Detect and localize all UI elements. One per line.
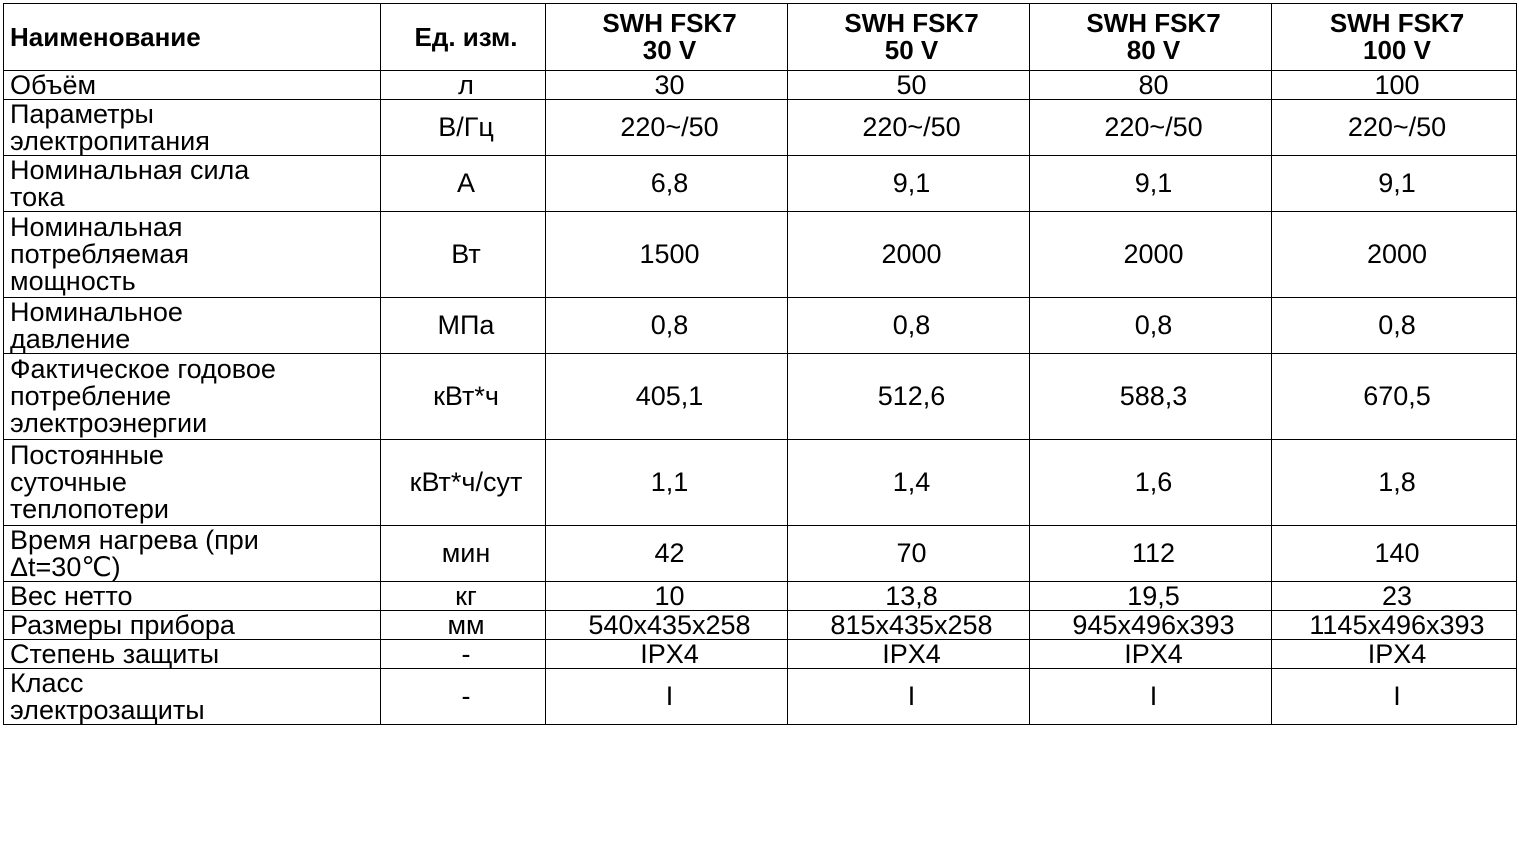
row-value-model-2: 0,8	[788, 298, 1030, 354]
row-value-model-2: 2000	[788, 212, 1030, 298]
row-value-model-3: 0,8	[1030, 298, 1272, 354]
row-value-model-4: 1,8	[1272, 440, 1517, 526]
row-unit: В/Гц	[381, 100, 546, 156]
row-value-model-4: IPX4	[1272, 640, 1517, 669]
row-value-model-4: 140	[1272, 526, 1517, 582]
row-name	[4, 526, 381, 582]
row-value-model-4: 2000	[1272, 212, 1517, 298]
row-name-line: Степень защиты	[10, 638, 220, 669]
header-model-4-series: SWH FSK7	[1329, 8, 1465, 38]
header-model-2-series: SWH FSK7	[844, 8, 979, 38]
table-row	[4, 354, 1517, 440]
header-model-4	[1272, 4, 1517, 71]
row-value-model-1: 540x435x258	[546, 611, 788, 640]
row-value-model-4: 1145x496x393	[1272, 611, 1517, 640]
row-name-line: Номинальное	[10, 296, 183, 327]
table-row	[4, 669, 1517, 725]
row-value-model-3: 945x496x393	[1030, 611, 1272, 640]
header-model-3	[1030, 4, 1272, 71]
row-name-line: мощность	[10, 266, 136, 296]
row-value-model-1: IPX4	[546, 640, 788, 669]
row-unit: Вт	[381, 212, 546, 298]
row-name	[4, 354, 381, 440]
spec-table	[3, 3, 1517, 725]
row-name	[4, 212, 381, 298]
row-value-model-4: 220~/50	[1272, 100, 1517, 156]
row-value-model-3: I	[1030, 669, 1272, 725]
row-name	[4, 156, 381, 212]
row-name	[4, 440, 381, 526]
row-value-model-1: 10	[546, 582, 788, 611]
row-name-line: электропитания	[10, 125, 210, 156]
row-value-model-3: 9,1	[1030, 156, 1272, 212]
row-name	[4, 100, 381, 156]
row-value-model-3: 19,5	[1030, 582, 1272, 611]
header-model-1	[546, 4, 788, 71]
table-row	[4, 582, 1517, 611]
row-unit: кВт*ч	[381, 354, 546, 440]
row-value-model-1: 42	[546, 526, 788, 582]
header-model-2	[788, 4, 1030, 71]
row-unit: кг	[381, 582, 546, 611]
row-name-line: Время нагрева (при	[10, 524, 259, 555]
row-value-model-2: 70	[788, 526, 1030, 582]
row-value-model-3: 112	[1030, 526, 1272, 582]
row-name-line: Номинальная	[10, 212, 183, 242]
row-value-model-3: 80	[1030, 71, 1272, 100]
header-model-1-variant: 30 V	[642, 35, 697, 65]
table-row	[4, 640, 1517, 669]
row-name	[4, 611, 381, 640]
row-name-line: Параметры	[10, 98, 154, 129]
row-unit: кВт*ч/сут	[381, 440, 546, 526]
row-value-model-4: 23	[1272, 582, 1517, 611]
row-unit: -	[381, 640, 546, 669]
row-value-model-3: 588,3	[1030, 354, 1272, 440]
table-row	[4, 526, 1517, 582]
row-value-model-2: 1,4	[788, 440, 1030, 526]
row-name-line: тока	[10, 181, 65, 212]
row-name-line: Размеры прибора	[10, 609, 235, 640]
row-name-line: Постоянные	[10, 440, 164, 470]
row-name-line: Δt=30℃)	[10, 551, 121, 582]
row-name-line: теплопотери	[10, 494, 169, 524]
header-model-3-series: SWH FSK7	[1086, 8, 1221, 38]
table-row	[4, 611, 1517, 640]
table-row	[4, 440, 1517, 526]
header-model-1-series: SWH FSK7	[602, 8, 737, 38]
row-value-model-3: 1,6	[1030, 440, 1272, 526]
header-model-2-variant: 50 V	[884, 35, 939, 65]
row-value-model-3: IPX4	[1030, 640, 1272, 669]
row-name-line: потребление	[10, 381, 172, 411]
row-value-model-4: 9,1	[1272, 156, 1517, 212]
row-value-model-4: 100	[1272, 71, 1517, 100]
row-value-model-3: 2000	[1030, 212, 1272, 298]
row-value-model-2: 9,1	[788, 156, 1030, 212]
header-model-3-variant: 80 V	[1126, 35, 1181, 65]
row-name-line: электрозащиты	[10, 694, 205, 725]
row-value-model-1: 405,1	[546, 354, 788, 440]
row-value-model-2: 815x435x258	[788, 611, 1030, 640]
row-value-model-1: I	[546, 669, 788, 725]
table-row	[4, 71, 1517, 100]
row-value-model-3: 220~/50	[1030, 100, 1272, 156]
row-value-model-2: 13,8	[788, 582, 1030, 611]
row-name-line: Фактическое годовое	[10, 354, 276, 384]
row-name-line: Класс	[10, 667, 84, 698]
row-name-line: электроэнергии	[10, 408, 208, 438]
row-value-model-1: 6,8	[546, 156, 788, 212]
row-value-model-4: I	[1272, 669, 1517, 725]
header-model-4-variant: 100 V	[1363, 35, 1431, 65]
row-name	[4, 298, 381, 354]
row-name-line: потребляемая	[10, 239, 189, 269]
header-row	[4, 4, 1517, 71]
row-name-line: Объём	[10, 69, 97, 100]
row-value-model-1: 30	[546, 71, 788, 100]
row-value-model-2: I	[788, 669, 1030, 725]
row-value-model-1: 1500	[546, 212, 788, 298]
row-unit: мм	[381, 611, 546, 640]
row-name	[4, 640, 381, 669]
row-unit: МПа	[381, 298, 546, 354]
row-value-model-2: 220~/50	[788, 100, 1030, 156]
row-name-line: Номинальная сила	[10, 154, 250, 185]
header-unit: Ед. изм.	[381, 4, 546, 71]
row-name	[4, 582, 381, 611]
row-value-model-2: 50	[788, 71, 1030, 100]
header-name: Наименование	[4, 4, 381, 71]
row-name-line: суточные	[10, 467, 127, 497]
row-value-model-1: 0,8	[546, 298, 788, 354]
row-name	[4, 71, 381, 100]
row-unit: -	[381, 669, 546, 725]
row-value-model-4: 670,5	[1272, 354, 1517, 440]
row-value-model-2: 512,6	[788, 354, 1030, 440]
row-name-line: Вес нетто	[10, 580, 133, 611]
table-row	[4, 100, 1517, 156]
row-value-model-2: IPX4	[788, 640, 1030, 669]
row-unit: мин	[381, 526, 546, 582]
row-name	[4, 669, 381, 725]
row-name-line: давление	[10, 323, 131, 354]
row-unit: А	[381, 156, 546, 212]
row-value-model-4: 0,8	[1272, 298, 1517, 354]
row-value-model-1: 220~/50	[546, 100, 788, 156]
row-unit: л	[381, 71, 546, 100]
table-row	[4, 298, 1517, 354]
row-value-model-1: 1,1	[546, 440, 788, 526]
table-row	[4, 212, 1517, 298]
table-row	[4, 156, 1517, 212]
